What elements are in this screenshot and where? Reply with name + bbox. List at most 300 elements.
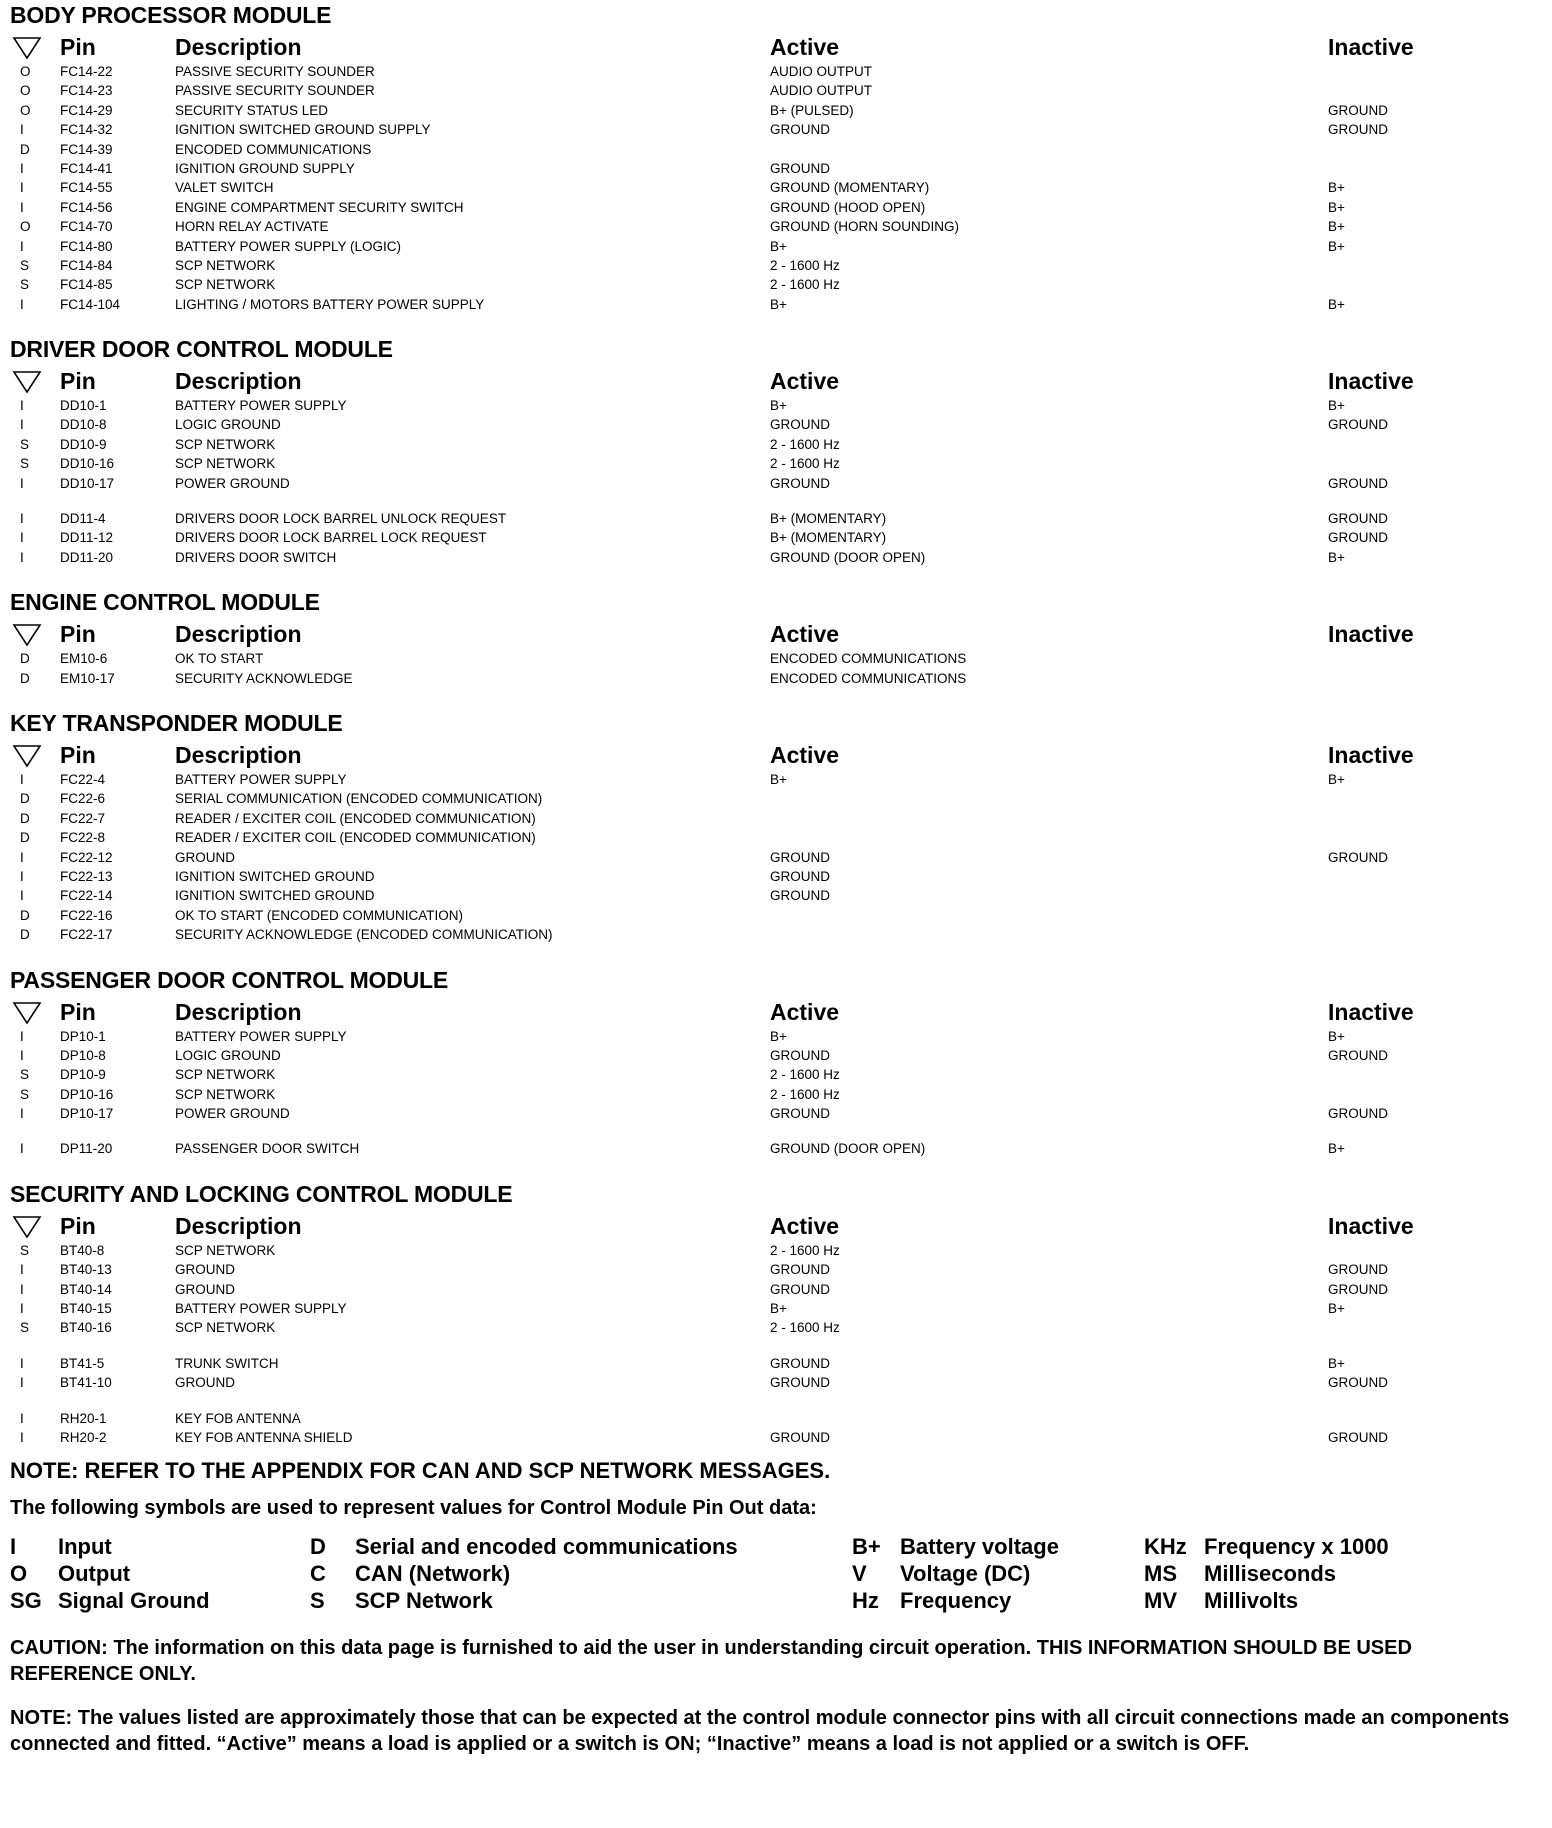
pin-id: EM10-6 — [60, 651, 108, 667]
pin-type: S — [20, 456, 30, 472]
pin-id: FC14-22 — [60, 64, 113, 79]
module-section — [10, 710, 1540, 945]
pin-description: LOGIC GROUND — [175, 1047, 281, 1063]
pin-row — [10, 509, 1540, 528]
pin-type: S — [20, 436, 30, 452]
pin-id: RH20-2 — [60, 1429, 107, 1445]
pin-id: DD11-12 — [60, 530, 114, 546]
module-section — [10, 336, 1540, 567]
pin-type: I — [20, 511, 24, 527]
pin-description: LOGIC GROUND — [175, 417, 281, 433]
pin-active-value: ENCODED COMMUNICATIONS — [770, 670, 967, 686]
pin-inactive-value: GROUND — [1328, 1375, 1388, 1391]
inactive-column-header: Inactive — [1328, 1212, 1414, 1239]
pin-row — [10, 101, 1540, 120]
pin-type: I — [20, 1355, 24, 1371]
pin-id: FC14-32 — [60, 122, 113, 138]
pin-description: TRUNK SWITCH — [175, 1355, 279, 1371]
active-column-header: Active — [770, 34, 840, 60]
pin-description: BATTERY POWER SUPPLY — [175, 398, 347, 414]
pin-active-value: GROUND (DOOR OPEN) — [770, 549, 926, 565]
pin-row — [10, 828, 1540, 847]
column-header-row — [10, 1211, 1540, 1241]
pin-row — [10, 867, 1540, 886]
pin-row — [10, 415, 1540, 434]
legend-meaning: Output — [58, 1561, 131, 1587]
pin-active-value: GROUND (HORN SOUNDING) — [770, 219, 959, 235]
pin-active-value: B+ — [770, 296, 787, 312]
pin-id: FC22-14 — [60, 888, 113, 904]
pin-id: DD10-17 — [60, 475, 115, 491]
pin-type: O — [20, 83, 31, 99]
legend-meaning: CAN (Network) — [355, 1561, 511, 1587]
legend-meaning: Serial and encoded communications — [355, 1534, 738, 1560]
inactive-column-header: Inactive — [1328, 34, 1414, 60]
pin-type: I — [20, 122, 24, 138]
inactive-column-header: Inactive — [1328, 741, 1414, 768]
pin-active-value: ENCODED COMMUNICATIONS — [770, 651, 967, 667]
pin-type: I — [20, 296, 24, 312]
pin-type: I — [20, 530, 24, 546]
column-header-row — [10, 366, 1540, 396]
module-title: DRIVER DOOR CONTROL MODULE — [10, 336, 393, 363]
pin-row — [10, 396, 1540, 415]
pin-id: DP10-1 — [60, 1028, 106, 1044]
pin-row — [10, 1046, 1540, 1065]
pin-description: OK TO START — [175, 651, 264, 667]
pin-description: PASSIVE SECURITY SOUNDER — [175, 83, 375, 99]
pin-row — [10, 649, 1540, 668]
pin-description: KEY FOB ANTENNA SHIELD — [175, 1429, 353, 1445]
pin-type: I — [20, 160, 24, 176]
pin-active-value: B+ — [770, 1301, 787, 1317]
pin-inactive-value: GROUND — [1328, 1106, 1388, 1122]
pin-id: FC22-17 — [60, 927, 113, 943]
pin-active-value: GROUND — [770, 1375, 830, 1391]
pin-type: I — [20, 888, 24, 904]
legend-meaning: Battery voltage — [900, 1534, 1059, 1560]
pin-active-value: GROUND (HOOD OPEN) — [770, 199, 926, 215]
pin-description: POWER GROUND — [175, 475, 290, 491]
pin-row — [10, 848, 1540, 867]
pin-description: BATTERY POWER SUPPLY — [175, 1028, 347, 1044]
pin-description: GROUND — [175, 1281, 235, 1297]
pin-id: FC14-29 — [60, 102, 113, 118]
pinout-page — [10, 2, 1540, 1757]
legend-meaning: Signal Ground — [58, 1588, 210, 1614]
pin-active-value: 2 - 1600 Hz — [770, 456, 840, 472]
description-column-header: Description — [175, 34, 302, 60]
pin-type: I — [20, 417, 24, 433]
pin-description: SECURITY ACKNOWLEDGE (ENCODED COMMUNICATION) — [175, 927, 553, 943]
column-header-row — [10, 740, 1540, 770]
pin-active-value: GROUND — [770, 417, 830, 433]
pin-inactive-value: B+ — [1328, 180, 1345, 196]
pin-type: D — [20, 907, 30, 923]
triangle-down-icon — [12, 1001, 42, 1025]
symbols-legend — [10, 1533, 1540, 1617]
pin-description: READER / EXCITER COIL (ENCODED COMMUNICATION) — [175, 830, 536, 846]
pin-row — [10, 198, 1540, 217]
legend-meaning: Input — [58, 1534, 112, 1560]
pin-id: DP10-17 — [60, 1106, 114, 1122]
pin-description: GROUND — [175, 849, 235, 865]
triangle-down-icon — [12, 370, 42, 394]
pin-id: DP11-20 — [60, 1141, 113, 1157]
pin-id: BT40-13 — [60, 1262, 112, 1278]
pin-description: IGNITION SWITCHED GROUND SUPPLY — [175, 122, 431, 138]
pin-id: FC14-84 — [60, 257, 113, 273]
pin-row — [10, 1354, 1540, 1373]
pin-id: FC14-104 — [60, 296, 121, 312]
pin-description: BATTERY POWER SUPPLY — [175, 1301, 347, 1317]
module-section — [10, 2, 1540, 314]
pin-description: KEY FOB ANTENNA — [175, 1410, 301, 1426]
pin-inactive-value: B+ — [1328, 1028, 1345, 1044]
pin-row — [10, 1280, 1540, 1299]
pin-type: D — [20, 670, 30, 686]
pin-column-header: Pin — [60, 621, 96, 648]
pin-inactive-value: GROUND — [1328, 530, 1388, 546]
pin-id: DD11-20 — [60, 549, 114, 565]
pin-type: I — [20, 1429, 24, 1445]
legend-symbol: I — [10, 1534, 17, 1560]
pin-id: BT40-14 — [60, 1281, 112, 1297]
pin-row — [10, 906, 1540, 925]
pin-description: SCP NETWORK — [175, 1086, 276, 1102]
pin-description: IGNITION SWITCHED GROUND — [175, 888, 375, 904]
pin-description: READER / EXCITER COIL (ENCODED COMMUNICATION) — [175, 810, 536, 826]
pin-description: GROUND — [175, 1262, 235, 1278]
pin-description: BATTERY POWER SUPPLY — [175, 771, 347, 787]
pin-row — [10, 1085, 1540, 1104]
pin-row — [10, 1139, 1540, 1158]
appendix-note: NOTE: REFER TO THE APPENDIX FOR CAN AND SCP NETWORK MESSAGES. — [10, 1458, 831, 1484]
pin-active-value: B+ — [770, 1028, 787, 1044]
pin-row — [10, 237, 1540, 256]
pin-active-value: GROUND — [770, 1429, 830, 1445]
pin-inactive-value: GROUND — [1328, 102, 1388, 118]
module-section — [10, 589, 1540, 688]
pin-active-value: GROUND — [770, 888, 830, 904]
pin-type: I — [20, 199, 24, 215]
pin-description: GROUND — [175, 1375, 235, 1391]
legend-meaning: Milliseconds — [1204, 1561, 1337, 1587]
pin-id: FC14-23 — [60, 83, 113, 99]
pin-row — [10, 178, 1540, 197]
pin-type: I — [20, 549, 24, 565]
pin-row — [10, 1027, 1540, 1046]
module-title: PASSENGER DOOR CONTROL MODULE — [10, 966, 449, 993]
module-title: SECURITY AND LOCKING CONTROL MODULE — [10, 1180, 513, 1207]
pin-description: SCP NETWORK — [175, 257, 276, 273]
active-column-header: Active — [770, 368, 840, 395]
pin-type: S — [20, 257, 30, 273]
pin-type: S — [20, 1242, 30, 1258]
pin-active-value: 2 - 1600 Hz — [770, 1320, 840, 1336]
pin-inactive-value: GROUND — [1328, 417, 1388, 433]
active-column-header: Active — [770, 621, 840, 648]
pin-type: O — [20, 64, 31, 79]
pin-description: SECURITY STATUS LED — [175, 102, 329, 118]
pin-inactive-value: B+ — [1328, 238, 1345, 254]
pin-row — [10, 1373, 1540, 1392]
pin-active-value: 2 - 1600 Hz — [770, 436, 840, 452]
pin-type: S — [20, 1320, 30, 1336]
triangle-down-icon — [12, 744, 42, 768]
pin-type: D — [20, 791, 30, 807]
pin-id: DD10-9 — [60, 436, 107, 452]
pin-type: D — [20, 927, 30, 943]
pin-active-value: B+ — [770, 398, 787, 414]
pin-id: FC22-13 — [60, 868, 113, 884]
pin-type: I — [20, 1262, 24, 1278]
pin-description: HORN RELAY ACTIVATE — [175, 219, 329, 235]
pin-active-value: B+ (MOMENTARY) — [770, 511, 887, 527]
pin-description: IGNITION SWITCHED GROUND — [175, 868, 375, 884]
pin-row — [10, 1299, 1540, 1318]
column-header-row — [10, 619, 1540, 649]
triangle-down-icon — [12, 1215, 42, 1239]
active-column-header: Active — [770, 998, 840, 1025]
pin-inactive-value: B+ — [1328, 1301, 1345, 1317]
pin-description: SECURITY ACKNOWLEDGE — [175, 670, 353, 686]
description-column-header: Description — [175, 741, 302, 768]
pin-description: SCP NETWORK — [175, 1320, 276, 1336]
pin-row — [10, 669, 1540, 688]
pin-row — [10, 925, 1540, 944]
pin-active-value: GROUND — [770, 1047, 830, 1063]
column-header-row — [10, 997, 1540, 1027]
pin-id: FC14-80 — [60, 238, 113, 254]
legend-symbol: C — [310, 1561, 326, 1587]
pin-row — [10, 256, 1540, 275]
pin-type: D — [20, 651, 30, 667]
pin-inactive-value: B+ — [1328, 398, 1345, 414]
legend-symbol: V — [852, 1561, 867, 1587]
pin-id: FC14-41 — [60, 160, 113, 176]
pin-description: SERIAL COMMUNICATION (ENCODED COMMUNICATION) — [175, 791, 543, 807]
pin-description: SCP NETWORK — [175, 277, 276, 293]
pin-id: DD10-8 — [60, 417, 107, 433]
pin-inactive-value: GROUND — [1328, 849, 1388, 865]
pin-inactive-value: GROUND — [1328, 475, 1388, 491]
pin-row — [10, 1428, 1540, 1447]
pin-inactive-value: B+ — [1328, 1141, 1345, 1157]
pin-column-header: Pin — [60, 741, 96, 768]
pin-inactive-value: GROUND — [1328, 1047, 1388, 1063]
pin-row — [10, 217, 1540, 236]
description-column-header: Description — [175, 998, 302, 1025]
pin-type: I — [20, 475, 24, 491]
pin-row — [10, 1104, 1540, 1123]
pin-id: BT40-15 — [60, 1301, 112, 1317]
pin-type: I — [20, 868, 24, 884]
pin-description: OK TO START (ENCODED COMMUNICATION) — [175, 907, 464, 923]
pin-description: ENGINE COMPARTMENT SECURITY SWITCH — [175, 199, 464, 215]
modules-container — [10, 2, 1540, 1447]
pin-id: DP10-8 — [60, 1047, 106, 1063]
pin-active-value: GROUND — [770, 1262, 830, 1278]
pin-id: FC14-56 — [60, 199, 113, 215]
pin-active-value: AUDIO OUTPUT — [770, 83, 873, 99]
pin-description: SCP NETWORK — [175, 1242, 276, 1258]
pin-type: S — [20, 1067, 30, 1083]
pin-active-value: GROUND — [770, 122, 830, 138]
pin-type: I — [20, 1141, 24, 1157]
pin-active-value: 2 - 1600 Hz — [770, 277, 840, 293]
pin-row — [10, 1409, 1540, 1428]
pin-row — [10, 474, 1540, 493]
pin-type: O — [20, 102, 31, 118]
triangle-down-icon — [12, 36, 42, 60]
column-header-row — [10, 32, 1540, 62]
pin-row — [10, 548, 1540, 567]
pin-id: DD10-16 — [60, 456, 115, 472]
pin-active-value: 2 - 1600 Hz — [770, 1086, 840, 1102]
legend-symbol: D — [310, 1534, 326, 1560]
module-section — [10, 967, 1540, 1159]
pin-inactive-value: GROUND — [1328, 122, 1388, 138]
pin-row — [10, 770, 1540, 789]
pin-type: S — [20, 277, 30, 293]
pin-active-value: GROUND — [770, 868, 830, 884]
legend-symbol: MS — [1144, 1561, 1177, 1587]
pin-id: BT41-10 — [60, 1375, 112, 1391]
pin-row — [10, 275, 1540, 294]
pin-type: I — [20, 1047, 24, 1063]
pin-id: FC22-7 — [60, 810, 106, 826]
pin-id: FC14-70 — [60, 219, 113, 235]
pin-type: I — [20, 398, 24, 414]
module-title: ENGINE CONTROL MODULE — [10, 589, 320, 616]
pin-row — [10, 140, 1540, 159]
caution-text: CAUTION: The information on this data page is furnished to aid the user in understanding circuit operation. THIS INFORMATION SHOULD BE USED REFERENCE ONLY. — [10, 1637, 1412, 1686]
pin-id: RH20-1 — [60, 1410, 107, 1426]
legend-meaning: Voltage (DC) — [900, 1561, 1031, 1587]
legend-symbol: B+ — [852, 1534, 881, 1560]
pin-type: D — [20, 830, 30, 846]
pin-active-value: GROUND (MOMENTARY) — [770, 180, 930, 196]
pin-row — [10, 528, 1540, 547]
inactive-column-header: Inactive — [1328, 621, 1414, 648]
pin-active-value: GROUND (DOOR OPEN) — [770, 1141, 926, 1157]
pin-row — [10, 1241, 1540, 1260]
pin-row — [10, 435, 1540, 454]
pin-type: I — [20, 180, 24, 196]
pin-type: I — [20, 1106, 24, 1122]
pin-active-value: B+ — [770, 771, 787, 787]
values-note: NOTE: The values listed are approximately those that can be expected at the control module connector pins with all circuit connections made an components connected and fitted. “Active” means a load is applied or a switch is ON; “Inactive” means a load is not applied or a switch is OFF. — [10, 1707, 1510, 1756]
legend-meaning: Frequency x 1000 — [1204, 1534, 1389, 1560]
pin-active-value: B+ (PULSED) — [770, 102, 854, 118]
pin-description: BATTERY POWER SUPPLY (LOGIC) — [175, 238, 402, 254]
pin-row — [10, 295, 1540, 314]
pin-column-header: Pin — [60, 368, 96, 395]
pin-type: I — [20, 1281, 24, 1297]
inactive-column-header: Inactive — [1328, 998, 1414, 1025]
pin-active-value: GROUND — [770, 1355, 830, 1371]
active-column-header: Active — [770, 741, 840, 768]
pin-row — [10, 789, 1540, 808]
pin-id: FC22-16 — [60, 907, 113, 923]
legend-symbol: SG — [10, 1588, 42, 1614]
legend-meaning: Frequency — [900, 1588, 1012, 1614]
pin-id: BT40-16 — [60, 1320, 112, 1336]
pin-type: D — [20, 141, 30, 157]
pin-id: FC22-6 — [60, 791, 106, 807]
pin-description: DRIVERS DOOR LOCK BARREL UNLOCK REQUEST — [175, 511, 507, 527]
pin-active-value: GROUND — [770, 475, 830, 491]
legend-symbol: Hz — [852, 1588, 879, 1614]
pin-inactive-value: GROUND — [1328, 1281, 1388, 1297]
pin-id: DP10-16 — [60, 1086, 114, 1102]
pin-id: DD11-4 — [60, 511, 106, 527]
pin-id: FC22-8 — [60, 830, 106, 846]
pin-active-value: 2 - 1600 Hz — [770, 257, 840, 273]
pin-row — [10, 809, 1540, 828]
legend-symbol: MV — [1144, 1588, 1177, 1614]
pin-inactive-value: B+ — [1328, 1355, 1345, 1371]
pin-active-value: GROUND — [770, 849, 830, 865]
pin-column-header: Pin — [60, 34, 96, 60]
pin-row — [10, 454, 1540, 473]
description-column-header: Description — [175, 1212, 302, 1239]
pin-column-header: Pin — [60, 1212, 96, 1239]
pin-row — [10, 159, 1540, 178]
pin-row — [10, 62, 1540, 81]
pin-description: SCP NETWORK — [175, 1067, 276, 1083]
pin-id: FC14-55 — [60, 180, 113, 196]
legend-meaning: SCP Network — [355, 1588, 493, 1614]
pin-inactive-value: B+ — [1328, 549, 1345, 565]
pin-active-value: 2 - 1600 Hz — [770, 1067, 840, 1083]
pin-description: IGNITION GROUND SUPPLY — [175, 160, 355, 176]
symbols-intro: The following symbols are used to represent values for Control Module Pin Out data: — [10, 1497, 817, 1520]
pin-description: DRIVERS DOOR LOCK BARREL LOCK REQUEST — [175, 530, 487, 546]
pin-type: I — [20, 1410, 24, 1426]
pin-active-value: AUDIO OUTPUT — [770, 64, 873, 79]
pin-id: BT41-5 — [60, 1355, 105, 1371]
pin-row — [10, 1065, 1540, 1084]
pin-active-value: B+ — [770, 238, 787, 254]
pin-description: ENCODED COMMUNICATIONS — [175, 141, 372, 157]
pin-inactive-value: GROUND — [1328, 1429, 1388, 1445]
pin-inactive-value: B+ — [1328, 219, 1345, 235]
description-column-header: Description — [175, 368, 302, 395]
pin-description: DRIVERS DOOR SWITCH — [175, 549, 337, 565]
pin-id: EM10-17 — [60, 670, 115, 686]
pin-inactive-value: B+ — [1328, 296, 1345, 312]
pin-type: I — [20, 849, 24, 865]
pin-inactive-value: GROUND — [1328, 1262, 1388, 1278]
pin-row — [10, 1318, 1540, 1337]
pin-row — [10, 1260, 1540, 1279]
pin-type: I — [20, 1375, 24, 1391]
module-title: KEY TRANSPONDER MODULE — [10, 709, 343, 736]
pin-id: FC14-39 — [60, 141, 113, 157]
pin-type: I — [20, 238, 24, 254]
pin-id: FC22-12 — [60, 849, 113, 865]
pin-active-value: GROUND — [770, 1281, 830, 1297]
pin-description: LIGHTING / MOTORS BATTERY POWER SUPPLY — [175, 296, 485, 312]
pin-active-value: 2 - 1600 Hz — [770, 1242, 840, 1258]
inactive-column-header: Inactive — [1328, 368, 1414, 395]
legend-symbol: S — [310, 1588, 325, 1614]
pin-inactive-value: GROUND — [1328, 511, 1388, 527]
pin-row — [10, 886, 1540, 905]
triangle-down-icon — [12, 623, 42, 647]
